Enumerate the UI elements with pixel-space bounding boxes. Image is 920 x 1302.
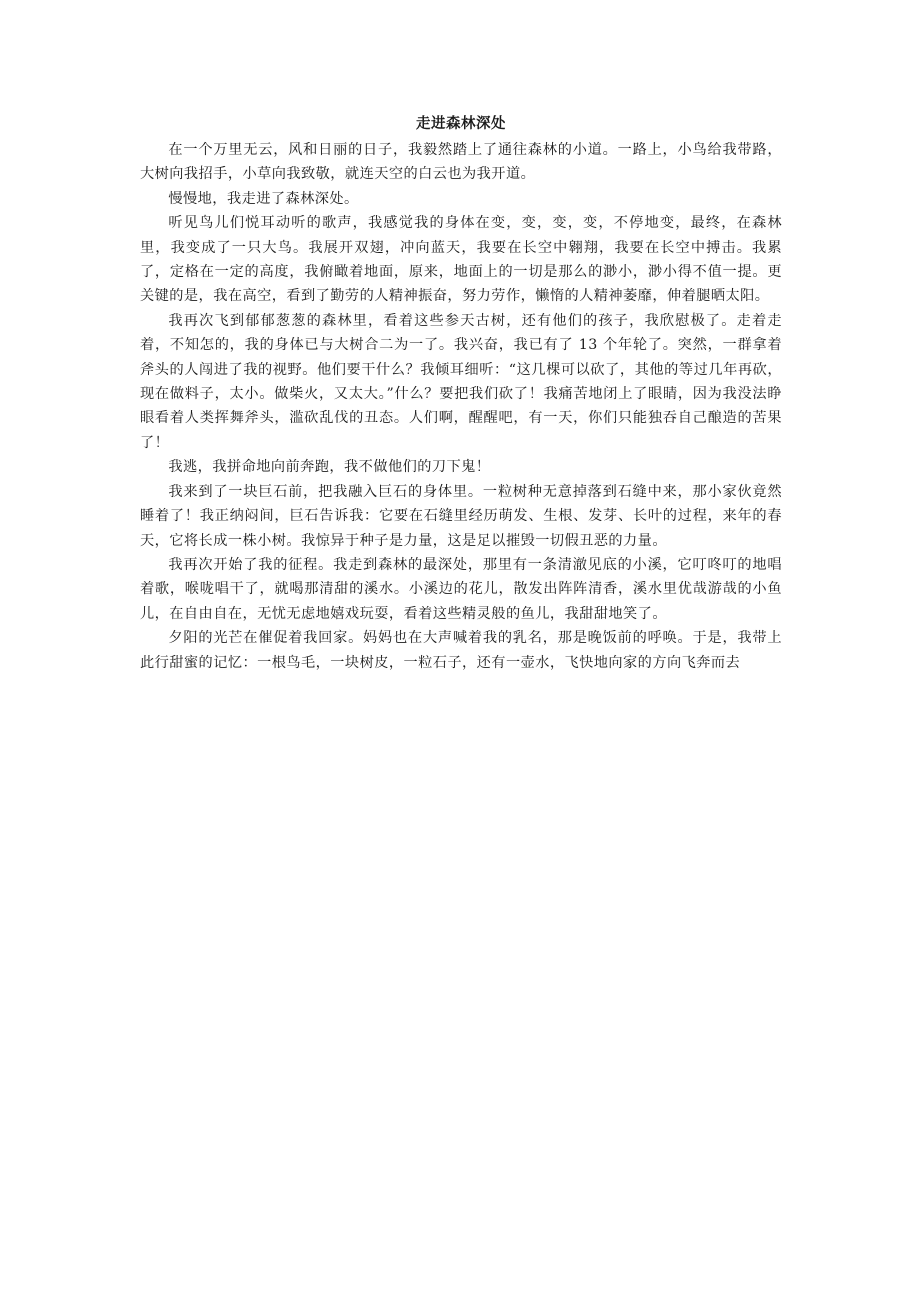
document-title: 走进森林深处 (416, 116, 506, 132)
paragraph-8: 夕阳的光芒在催促着我回家。妈妈也在大声喊着我的乳名，那是晚饭前的呼唤。于是，我带上此行甜蜜的记忆：一根鸟毛，一块树皮，一粒石子，还有一壶水，飞快地向家的方向飞奔而去 (140, 630, 782, 671)
paragraph-4: 我再次飞到郁郁葱葱的森林里，看着这些参天古树，还有他们的孩子，我欣慰极了。走着走着，不知怎的，我的身体已与大树合二为一了。我兴奋，我已有了 13 个年轮了。突然，一群拿着斧头的人闯进了我的视野。他们要干什么？我倾耳细听：“这几棵可以砍了，其他的等过几年再砍，现在做料子，太小。做柴火，又太大。”什么？要把我们砍了！我痛苦地闭上了眼睛，因为我没法睁眼看着人类挥舞斧头，滥砍乱伐的丑态。人们啊，醒醒吧，有一天，你们只能独吞自己酿造的苦果了！ (140, 312, 782, 451)
paragraph-1: 在一个万里无云，风和日丽的日子，我毅然踏上了通往森林的小道。一路上，小鸟给我带路，大树向我招手，小草向我致敬，就连天空的白云也为我开道。 (140, 142, 782, 183)
paragraph-5: 我逃，我拼命地向前奔跑，我不做他们的刀下鬼！ (168, 459, 491, 476)
paragraph-3: 听见鸟儿们悦耳动听的歌声，我感觉我的身体在变，变，变，变，不停地变，最终，在森林里，我变成了一只大鸟。我展开双翅，冲向蓝天，我要在长空中翱翔，我要在长空中搏击。我累了，定格在一定的高度，我俯瞰着地面，原来，地面上的一切是那么的渺小，渺小得不值一提。更关键的是，我在高空，看到了勤劳的人精神振奋，努力劳作，懒惰的人精神萎靡，伸着腿晒太阳。 (140, 215, 782, 305)
paragraph-7: 我再次开始了我的征程。我走到森林的最深处，那里有一条清澈见底的小溪，它叮咚叮的地唱着歌，喉咙唱干了，就喝那清甜的溪水。小溪边的花儿，散发出阵阵清香，溪水里优哉游哉的小鱼儿，在自由自在，无忧无虑地嬉戏玩耍，看着这些精灵般的鱼儿，我甜甜地笑了。 (140, 556, 782, 622)
paragraph-2: 慢慢地，我走进了森林深处。 (168, 190, 359, 207)
document-page (140, 112, 782, 675)
paragraph-6: 我来到了一块巨石前，把我融入巨石的身体里。一粒树种无意掉落到石缝中来，那小家伙竟然睡着了！我正纳闷间，巨石告诉我：它要在石缝里经历萌发、生根、发芽、长叶的过程，来年的春天，它将长成一株小树。我惊异于种子是力量，这是足以摧毁一切假丑恶的力量。 (140, 483, 782, 549)
